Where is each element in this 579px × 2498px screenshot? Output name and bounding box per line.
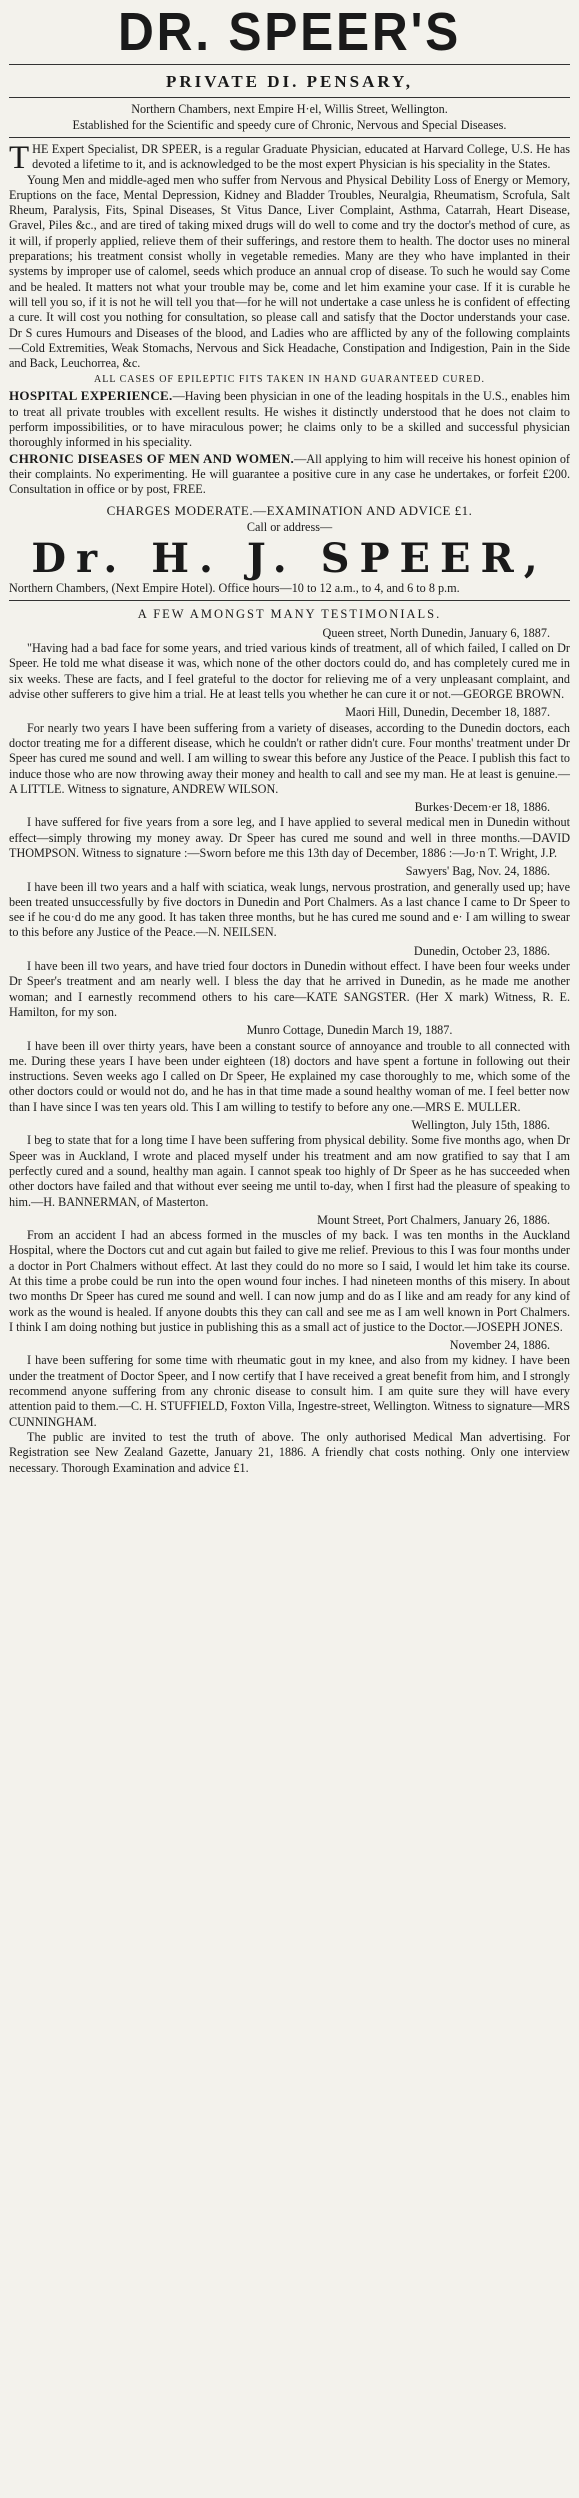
intro-text: HE Expert Specialist, DR SPEER, is a regular Graduate Physician, educated at Harvard College, U.S. He has devoted a lifetime to it, and is acknowledged to be the most expert Physician is his speciality in the States. bbox=[32, 142, 570, 172]
divider bbox=[9, 97, 570, 98]
testimonial-text: I have been ill over thirty years, have been a constant source of annoyance and trouble to all connected with me. During these years I have been under eighteen (18) doctors and have spent a fortune in following out their instructions. Seven weeks ago I called on Dr Speer, He explained my case thoroughly to me, which some of the other doctors could or would not do, and he has in that time made a sound healthy woman of me. I feel better now than I have since I was ten years old. This I am willing to testify to before any one.—MRS E. MULLER. bbox=[9, 1038, 570, 1114]
hospital-heading: HOSPITAL EXPERIENCE. bbox=[9, 388, 173, 404]
testimonial bbox=[9, 864, 570, 940]
testimonial-dateline: Maori Hill, Dunedin, December 18, 1887. bbox=[345, 705, 550, 720]
epileptic-notice: ALL CASES OF EPILEPTIC FITS TAKEN IN HAND GUARANTEED CURED. bbox=[94, 374, 485, 386]
testimonial bbox=[9, 944, 570, 1020]
testimonial-dateline: Queen street, North Dunedin, January 6, 1887. bbox=[322, 625, 550, 640]
testimonial-dateline: Wellington, July 15th, 1886. bbox=[411, 1118, 550, 1133]
testimonial-dateline: Mount Street, Port Chalmers, January 26, 1886. bbox=[317, 1212, 550, 1227]
doctor-name: Dr. H. J. SPEER, bbox=[31, 534, 548, 582]
divider bbox=[9, 64, 570, 65]
address-line: Northern Chambers, next Empire H·el, Willis Street, Wellington. bbox=[131, 102, 448, 116]
testimonial-dateline: Dunedin, October 23, 1886. bbox=[413, 943, 550, 958]
testimonial bbox=[9, 1338, 570, 1430]
divider bbox=[9, 137, 570, 138]
call-line: Call or address— bbox=[246, 519, 333, 534]
chronic-paragraph bbox=[9, 451, 570, 498]
charges-line: CHARGES MODERATE.—EXAMINATION AND ADVICE £1. bbox=[106, 502, 473, 518]
chronic-heading: CHRONIC DISEASES OF MEN AND WOMEN. bbox=[9, 450, 295, 466]
masthead-title: DR. SPEER'S bbox=[117, 2, 462, 62]
testimonial bbox=[9, 705, 570, 797]
chronic-text: —All applying to him will receive his honest opinion of their complaints. No experimenting. He will guarantee a positive cure in any case he undertakes, or forfeit £200. Consultation in office or by post, FREE. bbox=[9, 451, 570, 497]
testimonial-text: I beg to state that for a long time I have been suffering from physical debility. Some five months ago, when Dr Speer was in Auckland, I wrote and placed myself under his treatment and am now gratified to say that I am perfectly cured and a sound, healthy man again. I cannot speak too highly of Dr Speer as he has succeeded when other doctors have failed and that without ever seeing me until to-day, when I first had the pleasure of speaking to him.—H. BANNERMAN, of Masterton. bbox=[9, 1133, 570, 1209]
testimonial bbox=[9, 626, 570, 702]
testimonial-text: I have been ill two years, and have tried four doctors in Dunedin without effect. I have been four weeks under Dr Speer's treatment and am nearly well. I bless the day that he arrived in Dunedin, as he made me another woman; and I earnestly recommend others to his care—KATE SANGSTER. (Her X mark) Witness, R. E. Hamilton, for my son. bbox=[9, 959, 570, 1019]
testimonial-text: "Having had a bad face for some years, and tried various kinds of treatment, all of which failed, I called on Dr Speer. He told me what disease it was, which none of the other doctors could do, and has completely cured me in six weeks. These are facts, and I feel grateful to the doctor for relieving me of a very unpleasant complaint, and advise other sufferers to give him a trial. He at least tells you whether he can cure it or not.—GEORGE BROWN. bbox=[9, 641, 570, 702]
conditions-paragraph: Young Men and middle-aged men who suffer from Nervous and Physical Debility Loss of Energy or Memory, Eruptions on the face, Mental Depression, Kidney and Bladder Troubles, Neuralgia, Rheumatism, Scrofula, Salt Rheum, Paralysis, Fits, Spinal Diseases, St Vitus Dance, Liver Complaint, Asthma, Catarrah, Heart Disease, Gravel, Piles &c., and are tired of taking mixed drugs will do well to come and try the doctor's method of cure, as it will, if properly applied, relieve them of their sufferings, and restore them to health. The doctor uses no mineral preparations; his treatment consist wholly in vegetable remedies. Many are they who have implanted in their systems by improper use of calomel, seeds which produce an annual crop of disease. To such he would say Come and be healed. It matters not what your trouble may be, come and let him examine your case. If it is curable he will tell you so, if it is not he will tell you that—for he will not undertake a case unless he is confident of effecting a cure. It will cost you nothing for consultation, so please call and satisfy that the Doctor understands your case. Dr S cures Humours and Diseases of the blood, and Ladies who are afflicted by any of the following complaints —Cold Extremities, Weak Stomachs, Nervous and Sick Headache, Constipation and Indigestion, Pain in the Side and Back, Leuchorrea, &c. bbox=[9, 172, 570, 371]
divider bbox=[9, 600, 570, 601]
testimonial-dateline: Munro Cottage, Dunedin March 19, 1887. bbox=[246, 1023, 453, 1038]
testimonials-heading: A FEW AMONGST MANY TESTIMONIALS. bbox=[137, 606, 442, 621]
testimonial bbox=[9, 1213, 570, 1335]
closing-paragraph: The public are invited to test the truth of above. The only authorised Medical Man advertising. For Registration see New Zealand Gazette, January 21, 1886. A friendly chat costs nothing. Only one interview necessary. Thorough Examination and advice £1. bbox=[9, 1429, 570, 1475]
testimonial-text: For nearly two years I have been suffering from a variety of diseases, according to the Dunedin doctors, each doctor treating me for a different disease, which he couldn't or rather didn't cure. Four months' treatment under Dr Speer has cured me sound and well. I am willing to swear this before any Justice of the Peace. I publish this fact to induce those who are now throwing away their money and health to call and see my man. He at least is genuine.—A LITTLE. Witness to signature, ANDREW WILSON. bbox=[9, 720, 570, 796]
testimonial bbox=[9, 1118, 570, 1210]
testimonial-text: I have suffered for five years from a sore leg, and I have applied to several medical men in Dunedin without effect—simply throwing my money away. Dr Speer has cured me sound and well in three months.—DAVID THOMPSON. Witness to signature :—Sworn before me this 13th day of December, 1886 :—Jo·n T. Wright, J.P. bbox=[9, 815, 570, 860]
testimonial-dateline: Burkes·Decem·er 18, 1886. bbox=[414, 800, 550, 815]
office-hours: Northern Chambers, (Next Empire Hotel). Office hours—10 to 12 a.m., to 4, and 6 to 8 p.m. bbox=[9, 580, 460, 595]
testimonial-text: From an accident I had an abcess formed in the muscles of my back. I was ten months in the Auckland Hospital, where the Doctors cut and cut again but failed to give me relief. Previous to this I was four months under a doctor in Port Chalmers without effect. At last they could do no more so I said, I would let him take its course. At this time a probe could be run into the open wound four inches. I had nineteen months of this misery. In about two months Dr Speer has cured me sound and well. I can now jump and do as I like and am ready for any kind of work as the wound is healed. If anyone doubts this they can call and see me as I am well known in Port Chalmers. I think I am doing nothing but justice in publishing this as a small act of justice to the Doctor.—JOSEPH JONES. bbox=[9, 1228, 570, 1334]
hospital-text: —Having been physician in one of the leading hospitals in the U.S., enables him to treat all private troubles with excellent results. He wishes it distinctly understood that he does not claim to perform impossibilities, or to have miraculous power; he claims only to be a skilled and successful physician thoroughly informed in his speciality. bbox=[9, 389, 570, 450]
intro-paragraph bbox=[9, 140, 570, 176]
established-line: Established for the Scientific and speedy cure of Chronic, Nervous and Special Diseases. bbox=[72, 117, 507, 132]
testimonial bbox=[9, 800, 570, 861]
drop-cap: T bbox=[9, 140, 30, 176]
testimonial-dateline: Sawyers' Bag, Nov. 24, 1886. bbox=[405, 864, 550, 879]
testimonial bbox=[9, 1023, 570, 1115]
testimonial-text: I have been ill two years and a half with sciatica, weak lungs, nervous prostration, and generally used up; have been treated unsuccessfully by five doctors in Dunedin and Port Chalmers. As a last chance I came to Dr Speer to see if he cou·d do me any good. It has taken three months, but he has cured me sound and e· I am willing to swear to this before any Justice of the Peace.—N. NEILSEN. bbox=[9, 879, 570, 940]
subtitle: PRIVATE DI. PENSARY, bbox=[165, 72, 414, 91]
hospital-paragraph bbox=[9, 388, 570, 450]
testimonial-text: I have been suffering for some time with rheumatic gout in my knee, and also from my kidney. I have been under the treatment of Doctor Speer, and I now certify that I have received a great benefit from him, and I strongly recommend anyone suffering from any chronic disease to consult him. I am quite sure they will have every attention paid to them.—C. H. STUFFIELD, Foxton Villa, Ingestre-street, Wellington. Witness to signature—MRS CUNNINGHAM. bbox=[9, 1353, 570, 1429]
testimonial-dateline: November 24, 1886. bbox=[449, 1338, 550, 1353]
